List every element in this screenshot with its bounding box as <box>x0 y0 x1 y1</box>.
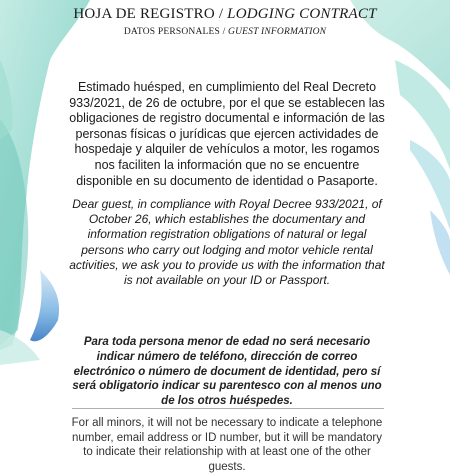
subtitle-spanish: DATOS PERSONALES / <box>123 27 226 37</box>
page-title <box>0 6 450 23</box>
title-english: LODGING CONTRACT <box>227 6 377 22</box>
section-divider <box>72 408 384 409</box>
minors-note-spanish: Para toda persona menor de edad no será necesario indicar número de teléfono, dirección de correo electrónico o número de document de identidad, pero sí será obligatorio indicar su parentesco con al menos uno de los otros huéspedes. <box>72 336 382 408</box>
intro-paragraph-spanish: Estimado huésped, en cumplimiento del Real Decreto 933/2021, de 26 de octubre, por el que se establecen las obligaciones de registro documental e información de las personas físicas o jurídicas que ejercen actividades de hospedaje y alquiler de vehículos a motor, les rogamos nos faciliten la información que no se encuentre disponible en su documento de identidad o Pasaporte. <box>69 80 385 188</box>
intro-paragraph-english: Dear guest, in compliance with Royal Decree 933/2021, of October 26, which establishes the documentary and information registration obligations of natural or legal persons who carry out lodging and motor vehicle rental activities, we ask you to provide us with the information that is not available on your ID or Passport. <box>69 197 385 288</box>
subtitle-english: GUEST INFORMATION <box>228 27 327 37</box>
title-spanish: HOJA DE REGISTRO / <box>73 6 224 22</box>
minors-note-english: For all minors, it will not be necessary to indicate a telephone number, email address or ID number, but it will be mandatory to indicate their relationship with at least one of the other guests. <box>71 417 383 473</box>
page-subtitle <box>0 27 450 37</box>
